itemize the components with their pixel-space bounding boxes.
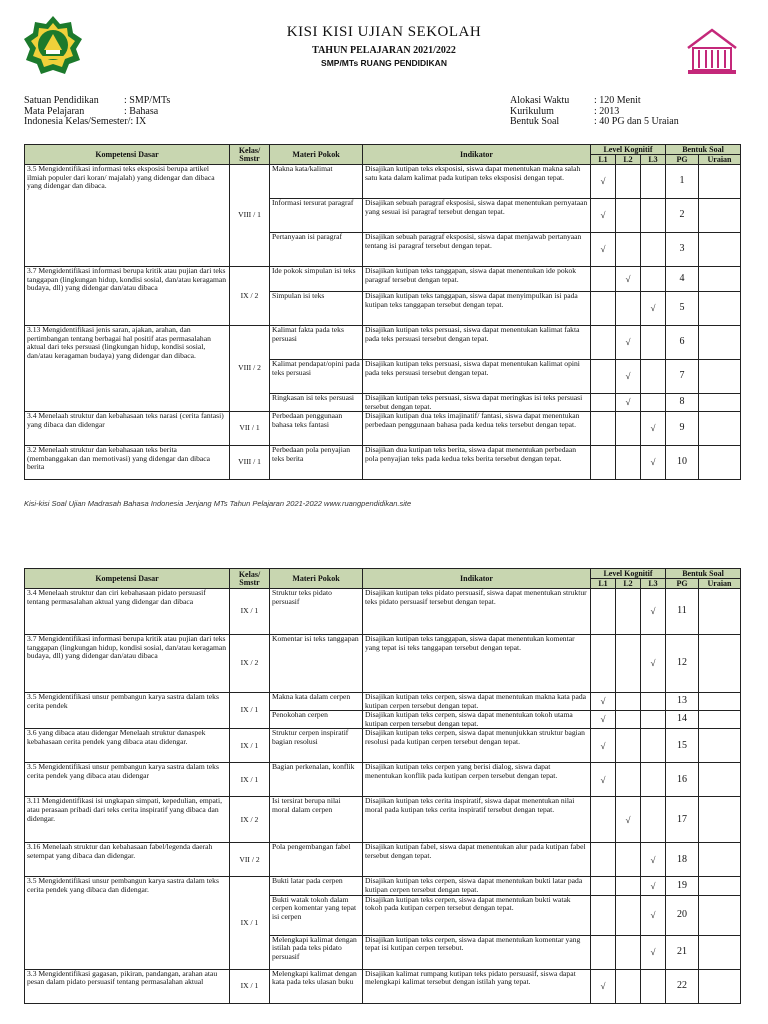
- level-l1-cell: √: [591, 165, 616, 199]
- col-indikator: Indikator: [363, 569, 591, 589]
- level-l2-cell: √: [616, 394, 641, 412]
- pg-number-cell: 5: [666, 292, 699, 326]
- school-building-icon: [684, 26, 740, 76]
- level-l1-cell: [591, 360, 616, 394]
- level-l2-cell: [616, 763, 641, 797]
- level-l2-cell: [616, 165, 641, 199]
- col-indikator: Indikator: [363, 145, 591, 165]
- level-l2-cell: [616, 589, 641, 635]
- info-value: : 40 PG dan 5 Uraian: [594, 116, 679, 127]
- table-row: [25, 165, 741, 199]
- uraian-cell: [699, 292, 741, 326]
- kompetensi-dasar-cell: 3.11 Mengidentifikasi isi ungkapan simpati, kepedulian, empati, atau perasaan pribadi dari teks cerita inspiratif yang dibaca dan didengar.: [25, 797, 230, 843]
- col-pg: PG: [666, 579, 699, 589]
- kelas-cell: IX / 1: [230, 877, 270, 969]
- materi-cell: Penokohan cerpen: [270, 711, 363, 729]
- pg-number-cell: 19: [666, 877, 699, 895]
- indikator-cell: Disajikan kutipan fabel, siswa dapat menentukan alur pada kutipan fabel tersebut dengan tepat.: [363, 843, 591, 877]
- uraian-cell: [699, 199, 741, 233]
- kelas-cell: IX / 1: [230, 763, 270, 797]
- pg-number-cell: 11: [666, 589, 699, 635]
- level-l2-cell: √: [616, 267, 641, 292]
- uraian-cell: [699, 165, 741, 199]
- materi-cell: Perbedaan penggunaan bahasa teks fantasi: [270, 412, 363, 446]
- info-label: Indonesia Kelas/Semester: [24, 116, 128, 127]
- uraian-cell: [699, 877, 741, 895]
- indikator-cell: Disajikan kutipan teks pidato persuasif, siswa dapat menentukan struktur teks pidato persuasif tersebut dengan tepat.: [363, 589, 591, 635]
- level-l1-cell: [591, 394, 616, 412]
- info-value: : SMP/MTs: [124, 95, 171, 106]
- uraian-cell: [699, 360, 741, 394]
- kelas-cell: IX / 1: [230, 969, 270, 1003]
- level-l3-cell: √: [641, 589, 666, 635]
- doc-school: SMP/MTs RUANG PENDIDIKAN: [321, 58, 447, 68]
- level-l2-cell: [616, 446, 641, 480]
- uraian-cell: [699, 843, 741, 877]
- info-value: : 2013: [594, 105, 620, 117]
- materi-cell: Struktur cerpen inspiratif bagian resolusi: [270, 729, 363, 763]
- level-l3-cell: [641, 763, 666, 797]
- kelas-cell: VIII / 2: [230, 326, 270, 412]
- indikator-cell: Disajikan kutipan teks persuasi, siswa dapat menentukan kalimat opini pada teks persuasi tersebut dengan tepat.: [363, 360, 591, 394]
- indikator-cell: Disajikan kutipan teks cerpen, siswa dapat menunjukkan struktur bagian resolusi pada kutipan cerpen tersebut dengan tepat.: [363, 729, 591, 763]
- pg-number-cell: 21: [666, 935, 699, 969]
- indikator-cell: Disajikan kutipan teks cerita inspiratif, siswa dapat menentukan nilai moral pada kutipan teks cerita inspiratif tersebut dengan tepat.: [363, 797, 591, 843]
- materi-cell: Kalimat pendapat/opini pada teks persuasi: [270, 360, 363, 394]
- level-l1-cell: [591, 843, 616, 877]
- kompetensi-dasar-cell: 3.5 Mengidentifikasi unsur pembangun karya sastra dalam teks cerita pendek: [25, 693, 230, 729]
- kompetensi-dasar-cell: 3.2 Menelaah struktur dan kebahasaan teks berita (membanggakan dan memotivasi) yang didengar dan dibaca berita: [25, 446, 230, 480]
- level-l3-cell: [641, 360, 666, 394]
- col-l2: L2: [616, 579, 641, 589]
- level-l1-cell: √: [591, 711, 616, 729]
- uraian-cell: [699, 763, 741, 797]
- col-level-kognitif: Level Kognitif: [591, 145, 666, 155]
- footer-note: Kisi-kisi Soal Ujian Madrasah Bahasa Indonesia Jenjang MTs Tahun Pelajaran 2021-2022 www.ruangpendidikan.site: [24, 499, 412, 508]
- level-l2-cell: [616, 877, 641, 895]
- doc-year: TAHUN PELAJARAN 2021/2022: [312, 45, 456, 56]
- level-l3-cell: √: [641, 877, 666, 895]
- materi-cell: Perbedaan pola penyajian teks berita: [270, 446, 363, 480]
- materi-cell: Kalimat fakta pada teks persuasi: [270, 326, 363, 360]
- uraian-cell: [699, 412, 741, 446]
- kelas-cell: IX / 1: [230, 729, 270, 763]
- level-l1-cell: √: [591, 969, 616, 1003]
- uraian-cell: [699, 267, 741, 292]
- indikator-cell: Disajikan kutipan teks cerpen yang berisi dialog, siswa dapat menentukan konflik pada kutipan cerpen tersebut dengan tepat.: [363, 763, 591, 797]
- pg-number-cell: 8: [666, 394, 699, 412]
- materi-cell: Bukti watak tokoh dalam cerpen komentar yang tepat isi cerpen: [270, 895, 363, 935]
- level-l1-cell: [591, 797, 616, 843]
- materi-cell: Bukti latar pada cerpen: [270, 877, 363, 895]
- pg-number-cell: 10: [666, 446, 699, 480]
- indikator-cell: Disajikan kutipan teks cerpen, siswa dapat menentukan komentar yang tepat isi kutipan cerpen tersebut.: [363, 935, 591, 969]
- kompetensi-dasar-cell: 3.16 Menelaah struktur dan kebahasaan fabel/legenda daerah setempat yang dibaca dan didengar.: [25, 843, 230, 877]
- col-kelas: Kelas/ Smstr: [230, 145, 270, 165]
- kompetensi-dasar-cell: 3.5 Mengidentifikasi informasi teks eksposisi berupa artikel ilmiah populer dari koran/ majalah) yang didengar dan dibaca yang didengar dan dibaca.: [25, 165, 230, 267]
- level-l3-cell: √: [641, 935, 666, 969]
- kelas-cell: VIII / 1: [230, 165, 270, 267]
- level-l3-cell: [641, 729, 666, 763]
- uraian-cell: [699, 635, 741, 693]
- col-bentuk-soal: Bentuk Soal: [666, 145, 741, 155]
- pg-number-cell: 9: [666, 412, 699, 446]
- pg-number-cell: 16: [666, 763, 699, 797]
- col-l2: L2: [616, 155, 641, 165]
- level-l2-cell: √: [616, 360, 641, 394]
- uraian-cell: [699, 729, 741, 763]
- table-row: [25, 635, 741, 693]
- pg-number-cell: 15: [666, 729, 699, 763]
- level-l2-cell: [616, 412, 641, 446]
- kelas-cell: VIII / 1: [230, 446, 270, 480]
- kompetensi-dasar-cell: 3.4 Menelaah struktur dan kebahasaan teks narasi (cerita fantasi) yang dibaca dan didengar: [25, 412, 230, 446]
- table-row: [25, 729, 741, 763]
- materi-cell: Ide pokok simpulan isi teks: [270, 267, 363, 292]
- pg-number-cell: 14: [666, 711, 699, 729]
- level-l3-cell: √: [641, 635, 666, 693]
- pg-number-cell: 22: [666, 969, 699, 1003]
- materi-cell: Pola pengembangan fabel: [270, 843, 363, 877]
- level-l1-cell: [591, 267, 616, 292]
- kompetensi-dasar-cell: 3.5 Mengidentifikasi unsur pembangun karya sastra dalam teks cerita pendek yang dibaca atau didengar: [25, 763, 230, 797]
- level-l1-cell: [591, 446, 616, 480]
- kelas-cell: IX / 2: [230, 635, 270, 693]
- indikator-cell: Disajikan kutipan teks cerpen, siswa dapat menentukan tokoh utama kutipan cerpen tersebut dengan tepat.: [363, 711, 591, 729]
- kompetensi-dasar-cell: 3.4 Menelaah struktur dan ciri kebahasaan pidato persuasif tentang permasalahan aktual yang didengar dan dibaca: [25, 589, 230, 635]
- uraian-cell: [699, 233, 741, 267]
- level-l3-cell: [641, 326, 666, 360]
- indikator-cell: Disajikan kutipan teks cerpen, siswa dapat menentukan bukti watak tokoh pada kutipan cerpen tersebut dengan tepat.: [363, 895, 591, 935]
- col-kompetensi-dasar: Kompetensi Dasar: [25, 145, 230, 165]
- level-l2-cell: [616, 935, 641, 969]
- materi-cell: Komentar isi teks tanggapan: [270, 635, 363, 693]
- col-l1: L1: [591, 579, 616, 589]
- info-value: : Bahasa: [124, 105, 159, 117]
- materi-cell: Ringkasan isi teks persuasi: [270, 394, 363, 412]
- table-row: [25, 446, 741, 480]
- indikator-cell: Disajikan kutipan teks tanggapan, siswa dapat menentukan komentar yang tepat isi teks tanggapan tersebut dengan tepat.: [363, 635, 591, 693]
- materi-cell: Bagian perkenalan, konflik: [270, 763, 363, 797]
- indikator-cell: Disajikan kutipan teks tanggapan, siswa dapat menyimpulkan isi pada kutipan teks tanggapan tersebut dengan tepat.: [363, 292, 591, 326]
- info-left: Satuan Pendidikan : SMP/MTs Mata Pelajaran : Bahasa Indonesia Kelas/Semester/: IX: [24, 95, 171, 127]
- table-row: [25, 797, 741, 843]
- table-row: [25, 412, 741, 446]
- level-l1-cell: √: [591, 729, 616, 763]
- doc-title: KISI KISI UJIAN SEKOLAH: [286, 24, 482, 40]
- kompetensi-dasar-cell: 3.6 yang dibaca atau didengar Menelaah struktur danaspek kebahasaan cerita pendek yang dibaca atau didengar.: [25, 729, 230, 763]
- level-l3-cell: [641, 711, 666, 729]
- level-l2-cell: √: [616, 797, 641, 843]
- level-l2-cell: [616, 292, 641, 326]
- info-value: : IX: [130, 116, 147, 127]
- indikator-cell: Disajikan kutipan teks persuasi, siswa dapat menentukan kalimat fakta pada teks persuasi tersebut dengan tepat.: [363, 326, 591, 360]
- col-l1: L1: [591, 155, 616, 165]
- level-l3-cell: √: [641, 412, 666, 446]
- col-level-kognitif: Level Kognitif: [591, 569, 666, 579]
- kelas-cell: IX / 1: [230, 589, 270, 635]
- pg-number-cell: 13: [666, 693, 699, 711]
- indikator-cell: Disajikan kutipan teks cerpen, siswa dapat menentukan bukti latar pada kutipan cerpen tersebut dengan tepat.: [363, 877, 591, 895]
- level-l2-cell: [616, 843, 641, 877]
- level-l2-cell: [616, 729, 641, 763]
- level-l3-cell: [641, 693, 666, 711]
- level-l3-cell: √: [641, 446, 666, 480]
- level-l2-cell: [616, 711, 641, 729]
- uraian-cell: [699, 394, 741, 412]
- level-l3-cell: [641, 394, 666, 412]
- col-kompetensi-dasar: Kompetensi Dasar: [25, 569, 230, 589]
- document-header: [0, 0, 768, 90]
- pg-number-cell: 4: [666, 267, 699, 292]
- materi-cell: Makna kata/kalimat: [270, 165, 363, 199]
- indikator-cell: Disajikan kutipan teks persuasi, siswa dapat meringkas isi teks persuasi tersebut dengan tepat.: [363, 394, 591, 412]
- kompetensi-dasar-cell: 3.7 Mengidentifikasi informasi berupa kritik atau pujian dari teks tanggapan (lingkungan hidup, kondisi sosial, dan/atau keragaman budaya, dll) yang didengar dan/atau dibaca: [25, 267, 230, 326]
- pg-number-cell: 17: [666, 797, 699, 843]
- table-row: [25, 969, 741, 1003]
- table-row: [25, 877, 741, 895]
- level-l3-cell: [641, 233, 666, 267]
- level-l2-cell: √: [616, 326, 641, 360]
- kompetensi-dasar-cell: 3.13 Mengidentifikasi jenis saran, ajakan, arahan, dan pertimbangan tentang berbagai hal positif atas permasalahan aktual dari teks persuasi (lingkungan hidup, kondisi sosial, dan/atau keragaman budaya) yang didengar dan dibaca.: [25, 326, 230, 412]
- kelas-cell: IX / 2: [230, 267, 270, 326]
- info-label: Satuan Pendidikan: [24, 95, 99, 106]
- pg-number-cell: 12: [666, 635, 699, 693]
- uraian-cell: [699, 589, 741, 635]
- level-l1-cell: √: [591, 233, 616, 267]
- indikator-cell: Disajikan kutipan teks tanggapan, siswa dapat menentukan ide pokok paragraf tersebut dengan tepat.: [363, 267, 591, 292]
- level-l1-cell: [591, 412, 616, 446]
- info-label: Mata Pelajaran: [24, 105, 85, 117]
- kelas-cell: IX / 2: [230, 797, 270, 843]
- level-l3-cell: √: [641, 292, 666, 326]
- kelas-cell: VII / 1: [230, 412, 270, 446]
- level-l1-cell: [591, 877, 616, 895]
- materi-cell: Melengkapi kalimat dengan kata pada teks ulasan buku: [270, 969, 363, 1003]
- kompetensi-dasar-cell: 3.7 Mengidentifikasi informasi berupa kritik atau pujian dari teks tanggapan (lingkungan hidup, kondisi sosial, dan/atau keragaman budaya, dll) yang didengar dan/atau dibaca: [25, 635, 230, 693]
- level-l2-cell: [616, 895, 641, 935]
- col-materi: Materi Pokok: [270, 145, 363, 165]
- pg-number-cell: 2: [666, 199, 699, 233]
- table-row: [25, 763, 741, 797]
- indikator-cell: Disajikan kutipan dua teks imajinatif/ fantasi, siswa dapat menentukan perbedaan penggunaan bahasa pada kedua teks tersebut dengan tepat.: [363, 412, 591, 446]
- kelas-cell: VII / 2: [230, 843, 270, 877]
- indikator-cell: Disajikan kutipan teks cerpen, siswa dapat menentukan makna kata pada kutipan cerpen tersebut dengan tepat.: [363, 693, 591, 711]
- uraian-cell: [699, 693, 741, 711]
- table-row: [25, 693, 741, 711]
- kisi-table-1: [24, 144, 741, 480]
- uraian-cell: [699, 935, 741, 969]
- pg-number-cell: 7: [666, 360, 699, 394]
- indikator-cell: Disajikan kutipan teks eksposisi, siswa dapat menentukan makna salah satu kata dalam kalimat pada kutipan teks eksposisi dengan tepat.: [363, 165, 591, 199]
- uraian-cell: [699, 895, 741, 935]
- materi-cell: Isi tersirat berupa nilai moral dalam cerpen: [270, 797, 363, 843]
- info-right: [510, 96, 679, 128]
- col-uraian: Uraian: [699, 155, 741, 165]
- level-l3-cell: [641, 797, 666, 843]
- level-l3-cell: [641, 969, 666, 1003]
- uraian-cell: [699, 797, 741, 843]
- kelas-cell: IX / 1: [230, 693, 270, 729]
- col-pg: PG: [666, 155, 699, 165]
- level-l2-cell: [616, 233, 641, 267]
- table-row: [25, 267, 741, 292]
- materi-cell: Simpulan isi teks: [270, 292, 363, 326]
- indikator-cell: Disajikan kalimat rumpang kutipan teks pidato persuasif, siswa dapat melengkapi kalimat tersebut dengan istilah yang tepat.: [363, 969, 591, 1003]
- pg-number-cell: 3: [666, 233, 699, 267]
- indikator-cell: Disajikan sebuah paragraf eksposisi, siswa dapat menjawab pertanyaan tentang isi paragraf tersebut dengan tepat.: [363, 233, 591, 267]
- col-l3: L3: [641, 155, 666, 165]
- kompetensi-dasar-cell: 3.5 Mengidentifikasi unsur pembangun karya sastra dalam teks cerita pendek yang dibaca dan didengar.: [25, 877, 230, 969]
- pg-number-cell: 1: [666, 165, 699, 199]
- materi-cell: Informasi tersurat paragraf: [270, 199, 363, 233]
- level-l1-cell: [591, 326, 616, 360]
- level-l1-cell: √: [591, 763, 616, 797]
- uraian-cell: [699, 711, 741, 729]
- level-l1-cell: [591, 589, 616, 635]
- level-l1-cell: [591, 292, 616, 326]
- level-l3-cell: √: [641, 895, 666, 935]
- level-l1-cell: [591, 935, 616, 969]
- level-l2-cell: [616, 969, 641, 1003]
- level-l1-cell: √: [591, 693, 616, 711]
- pg-number-cell: 6: [666, 326, 699, 360]
- level-l2-cell: [616, 693, 641, 711]
- indikator-cell: Disajikan dua kutipan teks berita, siswa dapat menentukan perbedaan pola penyajian teks pada kedua teks berita tersebut dengan tepat.: [363, 446, 591, 480]
- uraian-cell: [699, 446, 741, 480]
- level-l3-cell: [641, 165, 666, 199]
- materi-cell: Struktur teks pidato persuasif: [270, 589, 363, 635]
- materi-cell: Melengkapi kalimat dengan istilah pada teks pidato persuasif: [270, 935, 363, 969]
- level-l1-cell: √: [591, 199, 616, 233]
- level-l1-cell: [591, 635, 616, 693]
- info-label: Bentuk Soal: [510, 116, 560, 127]
- kisi-table-2: [24, 568, 741, 1004]
- col-kelas: Kelas/ Smstr: [230, 569, 270, 589]
- uraian-cell: [699, 969, 741, 1003]
- kompetensi-dasar-cell: 3.3 Mengidentifikasi gagasan, pikiran, pandangan, arahan atau pesan dalam pidato persuasif tentang permasalahan aktual: [25, 969, 230, 1003]
- materi-cell: Pertanyaan isi paragraf: [270, 233, 363, 267]
- table-row: [25, 843, 741, 877]
- level-l2-cell: [616, 199, 641, 233]
- pg-number-cell: 18: [666, 843, 699, 877]
- col-bentuk-soal: Bentuk Soal: [666, 569, 741, 579]
- col-uraian: Uraian: [699, 579, 741, 589]
- pg-number-cell: 20: [666, 895, 699, 935]
- level-l3-cell: [641, 267, 666, 292]
- level-l2-cell: [616, 635, 641, 693]
- indikator-cell: Disajikan sebuah paragraf eksposisi, siswa dapat menentukan pernyataan yang sesuai isi paragraf tersebut dengan tepat.: [363, 199, 591, 233]
- materi-cell: Makna kata dalam cerpen: [270, 693, 363, 711]
- col-l3: L3: [641, 579, 666, 589]
- table-row: [25, 326, 741, 360]
- col-materi: Materi Pokok: [270, 569, 363, 589]
- level-l3-cell: [641, 199, 666, 233]
- info-value: : 120 Menit: [594, 95, 641, 106]
- uraian-cell: [699, 326, 741, 360]
- info-label: Kurikulum: [510, 105, 554, 117]
- table-row: [25, 589, 741, 635]
- level-l1-cell: [591, 895, 616, 935]
- info-label: Alokasi Waktu: [510, 95, 570, 106]
- level-l3-cell: √: [641, 843, 666, 877]
